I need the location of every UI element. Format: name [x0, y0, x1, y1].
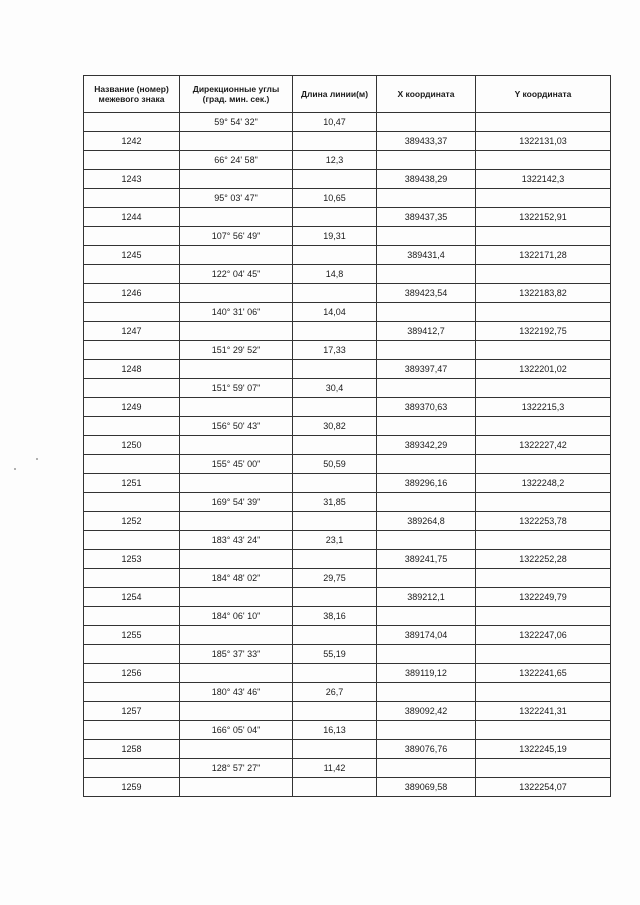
cell-line-length — [293, 132, 377, 151]
cell-marker-name: 1255 — [84, 626, 180, 645]
cell-x-coordinate: 389342,29 — [377, 436, 476, 455]
cell-x-coordinate: 389092,42 — [377, 702, 476, 721]
cell-marker-name — [84, 721, 180, 740]
cell-directional-angle — [180, 246, 293, 265]
cell-line-length: 17,33 — [293, 341, 377, 360]
table-row — [84, 303, 611, 322]
cell-y-coordinate — [476, 113, 611, 132]
cell-y-coordinate: 1322247,06 — [476, 626, 611, 645]
cell-directional-angle: 140° 31' 06" — [180, 303, 293, 322]
cell-y-coordinate — [476, 759, 611, 778]
cell-marker-name: 1254 — [84, 588, 180, 607]
table-row — [84, 208, 611, 227]
cell-line-length: 10,65 — [293, 189, 377, 208]
cell-y-coordinate — [476, 189, 611, 208]
cell-x-coordinate — [377, 151, 476, 170]
cell-directional-angle: 180° 43' 46" — [180, 683, 293, 702]
cell-x-coordinate — [377, 683, 476, 702]
cell-x-coordinate — [377, 303, 476, 322]
cell-marker-name — [84, 683, 180, 702]
cell-marker-name: 1258 — [84, 740, 180, 759]
cell-directional-angle: 151° 59' 07" — [180, 379, 293, 398]
cell-x-coordinate — [377, 113, 476, 132]
cell-x-coordinate: 389423,54 — [377, 284, 476, 303]
cell-marker-name — [84, 227, 180, 246]
cell-marker-name — [84, 341, 180, 360]
cell-y-coordinate: 1322249,79 — [476, 588, 611, 607]
scan-speck — [36, 458, 38, 460]
cell-marker-name: 1256 — [84, 664, 180, 683]
cell-directional-angle: 155° 45' 00" — [180, 455, 293, 474]
header-x-coordinate: X координата — [377, 76, 476, 113]
table-row — [84, 664, 611, 683]
cell-x-coordinate — [377, 189, 476, 208]
cell-line-length — [293, 588, 377, 607]
cell-directional-angle: 122° 04' 45" — [180, 265, 293, 284]
cell-y-coordinate — [476, 265, 611, 284]
cell-y-coordinate — [476, 303, 611, 322]
cell-marker-name — [84, 417, 180, 436]
cell-x-coordinate — [377, 607, 476, 626]
cell-marker-name — [84, 645, 180, 664]
table-row — [84, 113, 611, 132]
cell-directional-angle — [180, 474, 293, 493]
cell-x-coordinate: 389076,76 — [377, 740, 476, 759]
cell-y-coordinate — [476, 531, 611, 550]
cell-line-length: 30,82 — [293, 417, 377, 436]
cell-x-coordinate — [377, 417, 476, 436]
cell-line-length — [293, 778, 377, 797]
table-row — [84, 417, 611, 436]
cell-line-length: 26,7 — [293, 683, 377, 702]
cell-x-coordinate: 389433,37 — [377, 132, 476, 151]
cell-line-length: 23,1 — [293, 531, 377, 550]
cell-marker-name: 1251 — [84, 474, 180, 493]
cell-directional-angle — [180, 702, 293, 721]
cell-line-length — [293, 284, 377, 303]
cell-marker-name: 1244 — [84, 208, 180, 227]
table-header — [84, 76, 611, 113]
header-row — [84, 76, 611, 113]
cell-line-length: 19,31 — [293, 227, 377, 246]
cell-directional-angle: 128° 57' 27" — [180, 759, 293, 778]
cell-x-coordinate — [377, 455, 476, 474]
cell-directional-angle: 185° 37' 33" — [180, 645, 293, 664]
table-row — [84, 151, 611, 170]
cell-directional-angle — [180, 550, 293, 569]
cell-directional-angle — [180, 512, 293, 531]
cell-y-coordinate — [476, 607, 611, 626]
cell-line-length: 50,59 — [293, 455, 377, 474]
cell-directional-angle: 95° 03' 47" — [180, 189, 293, 208]
table-row — [84, 474, 611, 493]
cell-y-coordinate — [476, 341, 611, 360]
cell-line-length: 55,19 — [293, 645, 377, 664]
table-row — [84, 265, 611, 284]
cell-marker-name: 1246 — [84, 284, 180, 303]
cell-directional-angle — [180, 664, 293, 683]
cell-marker-name: 1250 — [84, 436, 180, 455]
header-line-length: Длина линии(м) — [293, 76, 377, 113]
cell-y-coordinate — [476, 683, 611, 702]
cell-y-coordinate: 1322253,78 — [476, 512, 611, 531]
cell-y-coordinate: 1322254,07 — [476, 778, 611, 797]
table-row — [84, 132, 611, 151]
cell-directional-angle: 183° 43' 24" — [180, 531, 293, 550]
cell-y-coordinate: 1322183,82 — [476, 284, 611, 303]
table-row — [84, 702, 611, 721]
cell-x-coordinate: 389437,35 — [377, 208, 476, 227]
cell-marker-name — [84, 303, 180, 322]
cell-line-length: 16,13 — [293, 721, 377, 740]
cell-directional-angle: 156° 50' 43" — [180, 417, 293, 436]
cell-directional-angle — [180, 208, 293, 227]
table-row — [84, 607, 611, 626]
cell-marker-name — [84, 531, 180, 550]
header-y-coordinate: Y координата — [476, 76, 611, 113]
cell-x-coordinate: 389241,75 — [377, 550, 476, 569]
cell-y-coordinate: 1322252,28 — [476, 550, 611, 569]
table-row — [84, 379, 611, 398]
cell-marker-name: 1243 — [84, 170, 180, 189]
cell-x-coordinate — [377, 721, 476, 740]
cell-y-coordinate — [476, 455, 611, 474]
cell-line-length — [293, 474, 377, 493]
table-row — [84, 778, 611, 797]
cell-directional-angle: 184° 48' 02" — [180, 569, 293, 588]
cell-line-length — [293, 170, 377, 189]
cell-x-coordinate: 389069,58 — [377, 778, 476, 797]
scan-speck — [14, 468, 16, 470]
header-directional-angles: Дирекционные углы (град. мин. сек.) — [180, 76, 293, 113]
cell-y-coordinate: 1322171,28 — [476, 246, 611, 265]
cell-y-coordinate: 1322241,31 — [476, 702, 611, 721]
cell-directional-angle — [180, 398, 293, 417]
table-row — [84, 740, 611, 759]
table-row — [84, 360, 611, 379]
boundary-coordinates-table — [83, 75, 611, 797]
cell-marker-name — [84, 113, 180, 132]
table-row — [84, 512, 611, 531]
cell-line-length: 14,04 — [293, 303, 377, 322]
cell-line-length: 31,85 — [293, 493, 377, 512]
table-row — [84, 683, 611, 702]
cell-x-coordinate — [377, 341, 476, 360]
cell-x-coordinate: 389174,04 — [377, 626, 476, 645]
table-row — [84, 626, 611, 645]
cell-x-coordinate — [377, 379, 476, 398]
table-row — [84, 322, 611, 341]
cell-x-coordinate: 389397,47 — [377, 360, 476, 379]
cell-x-coordinate: 389438,29 — [377, 170, 476, 189]
cell-marker-name: 1257 — [84, 702, 180, 721]
cell-marker-name: 1247 — [84, 322, 180, 341]
cell-y-coordinate: 1322227,42 — [476, 436, 611, 455]
cell-directional-angle — [180, 588, 293, 607]
table-row — [84, 721, 611, 740]
cell-y-coordinate: 1322215,3 — [476, 398, 611, 417]
cell-y-coordinate: 1322131,03 — [476, 132, 611, 151]
table-row — [84, 569, 611, 588]
cell-directional-angle — [180, 170, 293, 189]
cell-line-length — [293, 208, 377, 227]
cell-x-coordinate: 389264,8 — [377, 512, 476, 531]
cell-x-coordinate — [377, 227, 476, 246]
cell-y-coordinate: 1322192,75 — [476, 322, 611, 341]
table-row — [84, 227, 611, 246]
cell-x-coordinate: 389370,63 — [377, 398, 476, 417]
cell-directional-angle: 66° 24' 58" — [180, 151, 293, 170]
cell-marker-name — [84, 189, 180, 208]
cell-x-coordinate — [377, 493, 476, 512]
cell-directional-angle — [180, 740, 293, 759]
cell-line-length: 10,47 — [293, 113, 377, 132]
cell-y-coordinate: 1322245,19 — [476, 740, 611, 759]
cell-y-coordinate: 1322152,91 — [476, 208, 611, 227]
cell-line-length — [293, 322, 377, 341]
cell-marker-name — [84, 265, 180, 284]
table-row — [84, 189, 611, 208]
cell-directional-angle — [180, 284, 293, 303]
cell-y-coordinate: 1322241,65 — [476, 664, 611, 683]
cell-line-length — [293, 702, 377, 721]
cell-marker-name: 1248 — [84, 360, 180, 379]
cell-line-length — [293, 512, 377, 531]
cell-marker-name — [84, 151, 180, 170]
cell-line-length — [293, 360, 377, 379]
cell-marker-name — [84, 569, 180, 588]
cell-y-coordinate — [476, 493, 611, 512]
table-row — [84, 398, 611, 417]
cell-y-coordinate — [476, 227, 611, 246]
cell-line-length — [293, 398, 377, 417]
cell-marker-name: 1252 — [84, 512, 180, 531]
cell-y-coordinate — [476, 645, 611, 664]
cell-directional-angle: 107° 56' 49" — [180, 227, 293, 246]
cell-directional-angle: 184° 06' 10" — [180, 607, 293, 626]
cell-marker-name — [84, 759, 180, 778]
cell-y-coordinate: 1322201,02 — [476, 360, 611, 379]
cell-line-length: 11,42 — [293, 759, 377, 778]
cell-x-coordinate — [377, 569, 476, 588]
cell-line-length — [293, 550, 377, 569]
cell-directional-angle — [180, 436, 293, 455]
cell-marker-name — [84, 455, 180, 474]
cell-y-coordinate — [476, 151, 611, 170]
table-row — [84, 531, 611, 550]
table-row — [84, 341, 611, 360]
table-row — [84, 284, 611, 303]
cell-line-length: 38,16 — [293, 607, 377, 626]
cell-directional-angle: 151° 29' 52" — [180, 341, 293, 360]
cell-directional-angle: 166° 05' 04" — [180, 721, 293, 740]
cell-y-coordinate — [476, 379, 611, 398]
cell-x-coordinate — [377, 645, 476, 664]
cell-x-coordinate — [377, 265, 476, 284]
cell-x-coordinate: 389296,16 — [377, 474, 476, 493]
cell-y-coordinate: 1322142,3 — [476, 170, 611, 189]
cell-marker-name: 1253 — [84, 550, 180, 569]
cell-line-length — [293, 664, 377, 683]
cell-y-coordinate — [476, 417, 611, 436]
cell-directional-angle — [180, 322, 293, 341]
cell-line-length — [293, 626, 377, 645]
cell-x-coordinate: 389119,12 — [377, 664, 476, 683]
cell-x-coordinate: 389431,4 — [377, 246, 476, 265]
table-row — [84, 759, 611, 778]
cell-x-coordinate — [377, 531, 476, 550]
cell-line-length — [293, 246, 377, 265]
cell-x-coordinate — [377, 759, 476, 778]
cell-directional-angle — [180, 132, 293, 151]
cell-directional-angle: 169° 54' 39" — [180, 493, 293, 512]
cell-marker-name — [84, 493, 180, 512]
table-row — [84, 550, 611, 569]
cell-line-length — [293, 436, 377, 455]
cell-marker-name: 1242 — [84, 132, 180, 151]
cell-marker-name — [84, 607, 180, 626]
cell-x-coordinate: 389212,1 — [377, 588, 476, 607]
table-row — [84, 645, 611, 664]
table-row — [84, 455, 611, 474]
cell-line-length — [293, 740, 377, 759]
cell-marker-name: 1245 — [84, 246, 180, 265]
cell-line-length: 12,3 — [293, 151, 377, 170]
table-row — [84, 436, 611, 455]
cell-directional-angle — [180, 778, 293, 797]
table-body — [84, 113, 611, 797]
cell-y-coordinate — [476, 569, 611, 588]
cell-directional-angle — [180, 626, 293, 645]
table-row — [84, 170, 611, 189]
cell-directional-angle: 59° 54' 32" — [180, 113, 293, 132]
cell-marker-name: 1249 — [84, 398, 180, 417]
cell-marker-name: 1259 — [84, 778, 180, 797]
cell-line-length: 14,8 — [293, 265, 377, 284]
cell-line-length: 30,4 — [293, 379, 377, 398]
cell-directional-angle — [180, 360, 293, 379]
table-row — [84, 588, 611, 607]
cell-x-coordinate: 389412,7 — [377, 322, 476, 341]
cell-line-length: 29,75 — [293, 569, 377, 588]
table-row — [84, 246, 611, 265]
table-row — [84, 493, 611, 512]
header-marker-name: Название (номер) межевого знака — [84, 76, 180, 113]
cell-y-coordinate: 1322248,2 — [476, 474, 611, 493]
cell-marker-name — [84, 379, 180, 398]
cell-y-coordinate — [476, 721, 611, 740]
